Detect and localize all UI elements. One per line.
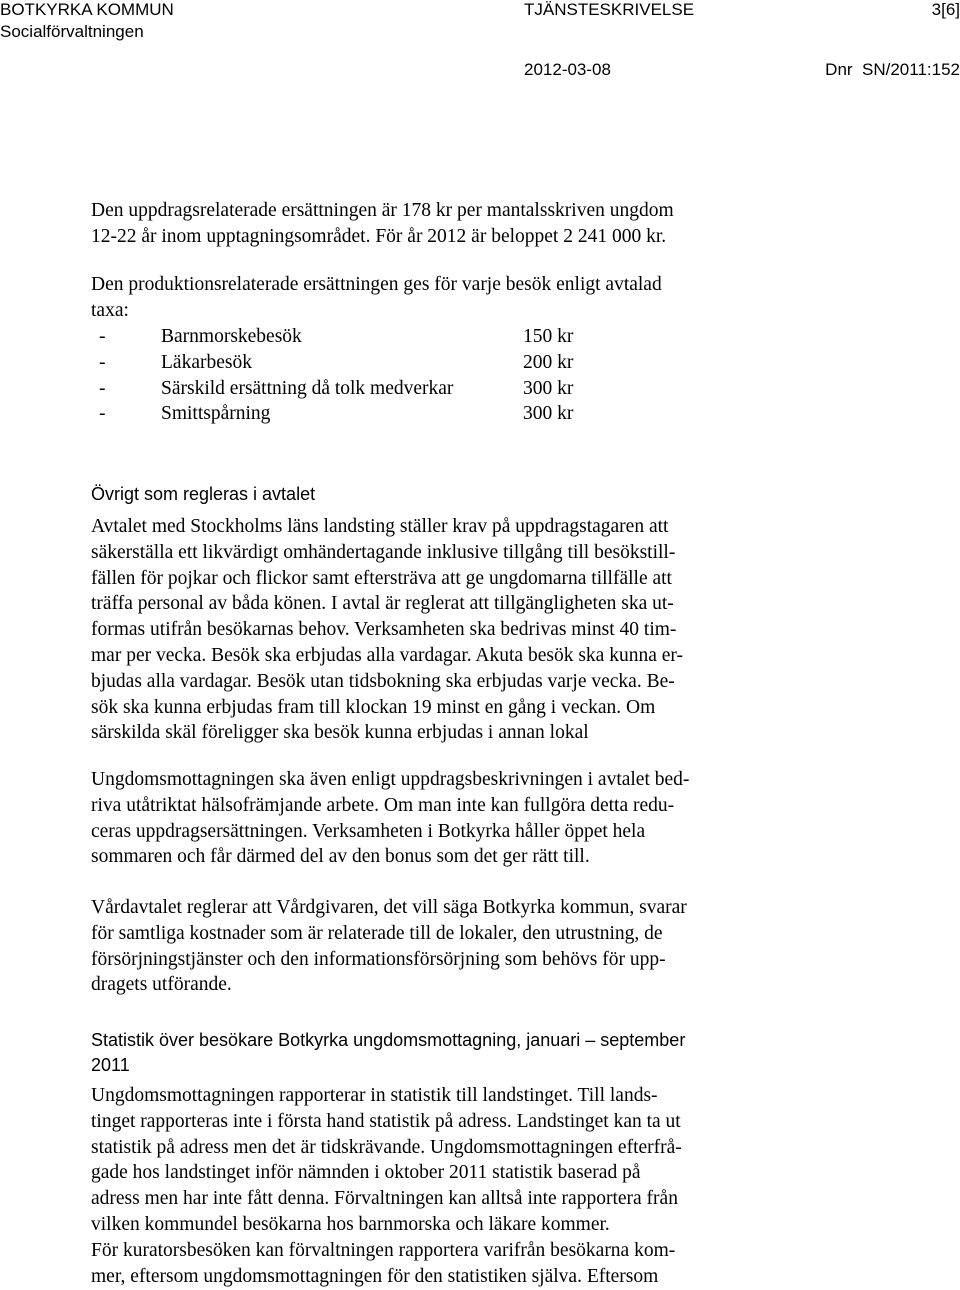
org-name: BOTKYRKA KOMMUN (0, 0, 174, 19)
text-line: särskilda skäl föreligger ska besök kunna erbjudas i annan lokal (91, 722, 589, 744)
fee-row (91, 324, 651, 350)
paragraph-outreach (91, 767, 689, 870)
document-dnr: Dnr SN/2011:152 (825, 60, 960, 79)
fee-amount: 150 kr (523, 326, 574, 347)
heading-line: 2011 (91, 1055, 130, 1075)
list-dash: - (99, 326, 106, 347)
section-heading-other: Övrigt som regleras i avtalet (91, 484, 316, 504)
fee-row (91, 376, 651, 402)
fee-name: Läkarbesök (161, 351, 252, 373)
text-line: Ungdomsmottagningen rapporterar in statistik till landstinget. Till lands- (91, 1085, 658, 1106)
text-line: tinget rapporteras inte i första hand statistik på adress. Landstinget kan ta ut (91, 1110, 681, 1132)
text-line: formas utifrån besökarnas behov. Verksamheten ska bedrivas minst 40 tim- (91, 619, 677, 641)
fee-amount: 200 kr (523, 351, 574, 373)
fee-amount: 300 kr (523, 403, 574, 425)
list-dash: - (99, 377, 106, 399)
text-line: 12-22 år inom upptagningsområdet. För år 2012 är beloppet 2 241 000 kr. (91, 225, 667, 247)
text-line: ceras uppdragsersättningen. Verksamheten i Botkyrka håller öppet hela (91, 820, 646, 842)
document-type: TJÄNSTESKRIVELSE (524, 0, 695, 19)
fee-name: Smittspårning (161, 403, 271, 425)
fee-amount: 300 kr (523, 377, 574, 399)
text-line: säkerställa ett likvärdigt omhändertagande inklusive tillgång till besökstill- (91, 541, 676, 563)
text-line: För kuratorsbesöken kan förvaltningen rapportera varifrån besökarna kom- (91, 1239, 676, 1261)
list-dash: - (99, 351, 106, 373)
text-line: Den uppdragsrelaterade ersättningen är 178 kr per mantalsskriven ungdom (91, 200, 674, 221)
fee-row (91, 401, 651, 427)
fee-list (91, 324, 651, 427)
document-date: 2012-03-08 (524, 60, 611, 79)
fee-row (91, 350, 651, 376)
text-line: mer, eftersom ungdomsmottagningen för den statistiken själva. Eftersom (91, 1265, 659, 1287)
text-line: Den produktionsrelaterade ersättningen ges för varje besök enligt avtalad (91, 274, 662, 295)
text-line: för samtliga kostnader som är relaterade till de lokaler, den utrustning, de (91, 922, 663, 944)
text-line: Ungdomsmottagningen ska även enligt uppdragsbeskrivningen i avtalet bed- (91, 769, 690, 790)
text-line: adress men har inte fått denna. Förvaltningen kan alltså inte rapportera från (91, 1188, 678, 1210)
department-name: Socialförvaltningen (0, 22, 144, 41)
text-line: gade hos landstinget inför nämnden i oktober 2011 statistik baserad på (91, 1162, 641, 1184)
page-number: 3[6] (931, 0, 960, 19)
paragraph-agreement (91, 514, 683, 746)
paragraph-production-fee (91, 272, 662, 324)
text-line: dragets utförande. (91, 974, 232, 996)
text-line: Vårdavtalet reglerar att Vårdgivaren, det vill säga Botkyrka kommun, svarar (91, 897, 687, 918)
heading-line: Statistik över besökare Botkyrka ungdomsmottagning, januari – september (91, 1030, 686, 1050)
text-line: bjudas alla vardagar. Besök utan tidsbokning ska erbjudas varje vecka. Be- (91, 670, 675, 692)
list-dash: - (99, 403, 106, 425)
text-line: fällen för pojkar och flickor samt eftersträva att ge ungdomarna tillfälle att (91, 567, 672, 589)
text-line: försörjningstjänster och den informationsförsörjning som behövs för upp- (91, 948, 666, 970)
paragraph-statistics (91, 1083, 682, 1289)
fee-name: Barnmorskebesök (161, 326, 302, 347)
text-line: riva utåtriktat hälsofrämjande arbete. Om man inte kan fullgöra detta redu- (91, 794, 675, 816)
section-heading-statistics (91, 1028, 685, 1078)
text-line: sommaren och får därmed del av den bonus som det ger rätt till. (91, 846, 590, 868)
text-line: sök ska kunna erbjudas fram till klockan 19 minst en gång i veckan. Om (91, 696, 656, 718)
text-line: vilken kommundel besökarna hos barnmorska och läkare kommer. (91, 1213, 610, 1235)
text-line: statistik på adress men det är tidskrävande. Ungdomsmottagningen efterfrå- (91, 1136, 682, 1158)
paragraph-care-agreement (91, 895, 687, 998)
text-line: Avtalet med Stockholms läns landsting ställer krav på uppdragstagaren att (91, 516, 669, 537)
text-line: taxa: (91, 299, 129, 321)
text-line: mar per vecka. Besök ska erbjudas alla vardagar. Akuta besök ska kunna er- (91, 644, 683, 666)
text-line: träffa personal av båda könen. I avtal är reglerat att tillgängligheten ska ut- (91, 593, 674, 615)
paragraph-remuneration (91, 198, 674, 250)
fee-name: Särskild ersättning då tolk medverkar (161, 377, 454, 399)
